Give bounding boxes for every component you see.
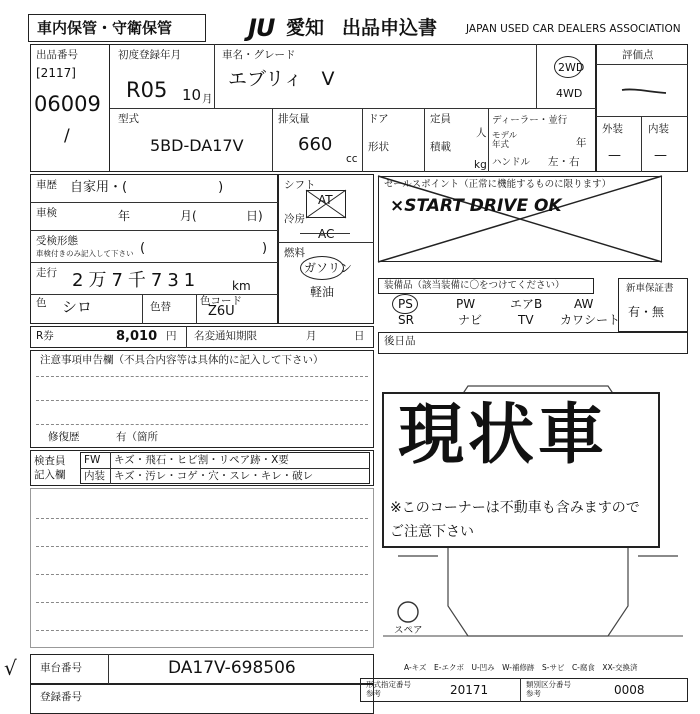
col-divider-1 xyxy=(214,44,215,108)
history-line-2 xyxy=(30,230,278,231)
rear-label: 後日品 xyxy=(384,335,416,347)
inspection-year: 年 xyxy=(118,209,131,223)
receipt-note: 車検付きのみ記入して下さい xyxy=(36,249,134,258)
lot-code: [2117] xyxy=(36,66,76,80)
displacement-label: 排気量 xyxy=(278,113,310,125)
shift-ac-strike xyxy=(300,233,350,234)
inspection-month: 月( xyxy=(180,209,197,223)
org-english: JAPAN USED CAR DEALERS ASSOCIATION xyxy=(466,23,681,35)
warranty-label: 新車保証書 xyxy=(626,283,674,294)
rating-label: 評価点 xyxy=(622,49,654,61)
inspector-label: 検査員 記入欄 xyxy=(34,455,66,481)
shift-ac: AC xyxy=(318,227,335,241)
warranty-value: 有・無 xyxy=(628,305,665,319)
shape-label: 形状 xyxy=(368,141,389,153)
col-divider-5 xyxy=(424,108,425,172)
top-row-divider xyxy=(110,108,596,109)
lower-dash-3 xyxy=(36,574,368,575)
mileage-unit: km xyxy=(232,279,251,293)
displacement-unit: cc xyxy=(346,153,358,165)
lower-dash-5 xyxy=(36,630,368,631)
spare-label: スペア xyxy=(394,625,423,636)
doors-label: ドア xyxy=(368,113,389,125)
model-year-label: モデル 年式 xyxy=(492,131,518,151)
cooler-label: 冷房 xyxy=(284,213,305,225)
transfer-day: 日 xyxy=(354,330,365,342)
displacement-value: 660 xyxy=(298,134,333,155)
exterior-value: — xyxy=(608,148,621,163)
mileage-label: 走行 xyxy=(36,267,57,279)
equip-pw: PW xyxy=(456,297,476,311)
storage-label: 車内保管・守衛保管 xyxy=(37,19,173,37)
color-code-label: 色コード xyxy=(200,295,242,307)
receipt-label: 受検形態 xyxy=(36,235,78,247)
car-name-value: エブリィ V xyxy=(228,68,335,90)
color-value: シロ xyxy=(62,298,93,316)
inspector-fw: FW xyxy=(84,454,101,466)
repair-label: 修復歴 xyxy=(48,431,80,443)
selling-point-cross xyxy=(378,176,662,262)
transfer-month: 月 xyxy=(306,330,317,342)
interior-label: 内装 xyxy=(648,123,669,135)
chassis-check: √ xyxy=(4,656,17,680)
drive-2wd: 2WD xyxy=(558,61,585,74)
inspector-fw-items: キズ・飛石・ヒビ割・リペア跡・X要 xyxy=(114,454,289,466)
selling-point-label: セールスポイント（正常に機能するものに限ります） xyxy=(384,179,612,190)
rating-col-line xyxy=(641,116,642,172)
rating-dash xyxy=(620,84,670,96)
handle-label: ハンドル xyxy=(492,157,531,168)
equip-tv: TV xyxy=(518,313,534,327)
equip-sr: SR xyxy=(398,313,414,327)
color-code-value: Z6U xyxy=(208,304,235,319)
fuel-gasoline: ガソリン xyxy=(304,261,353,275)
receipt-paren: ( xyxy=(140,241,146,256)
mileage-value: 2万7千731 xyxy=(72,270,201,291)
inspector-grid-mid xyxy=(80,468,370,469)
drive-4wd: 4WD xyxy=(556,87,583,100)
storage-label-box xyxy=(28,14,206,42)
reg-label: 登録番号 xyxy=(40,691,82,703)
car-name-label: 車名・グレード xyxy=(222,49,296,61)
recycle-label: R券 xyxy=(36,330,54,342)
notes-dash-1 xyxy=(36,376,368,377)
form-type-divider xyxy=(520,678,521,702)
logo-text: JU xyxy=(248,14,275,42)
handle-value: 左・右 xyxy=(548,156,580,168)
model-year-unit: 年 xyxy=(576,137,587,149)
history-line-3 xyxy=(30,262,278,263)
load-label: 積載 xyxy=(430,141,451,153)
col-divider-3 xyxy=(272,108,273,172)
color-divider-2 xyxy=(196,294,197,324)
usage-label: 車歴 xyxy=(36,179,57,191)
ju-logo xyxy=(248,14,274,42)
rating-mid-line xyxy=(596,64,688,65)
equipment-label: 装備品（該当装備に〇をつけてください） xyxy=(384,280,565,291)
transfer-label: 名変通知期限 xyxy=(194,330,257,342)
load-unit: kg xyxy=(474,159,487,171)
recycle-value: 8,010 xyxy=(116,329,158,344)
category-value: 0008 xyxy=(614,683,645,697)
inspection-label: 車検 xyxy=(36,207,57,219)
model-value: 5BD-DA17V xyxy=(150,136,244,155)
equip-ps: PS xyxy=(398,297,413,311)
exterior-label: 外装 xyxy=(602,123,623,135)
form-type-value: 20171 xyxy=(450,683,489,697)
chassis-label: 車台番号 xyxy=(40,662,82,674)
selling-point-handwritten: ×START DRIVE OK xyxy=(390,196,562,216)
first-reg-month-unit: 月 xyxy=(202,93,213,105)
damage-legend: A-キズ E-エクボ U-凹み W-補修跡 S-サビ C-腐食 XX-交換済 xyxy=(404,663,638,672)
interior-value: — xyxy=(654,148,667,163)
chassis-value: DA17V-698506 xyxy=(168,658,296,678)
equip-seat: カワシート xyxy=(560,313,621,327)
chassis-divider xyxy=(108,654,109,684)
lot-number: 06009 xyxy=(34,92,101,116)
rating-row-line xyxy=(596,116,688,117)
receipt-paren-close: ) xyxy=(262,241,268,256)
stamp-title: 現状車 xyxy=(398,396,608,473)
inspector-in: 内装 xyxy=(84,470,105,482)
color-change-label: 色替 xyxy=(150,301,171,313)
capacity-unit: 人 xyxy=(476,127,487,139)
lot-mark: / xyxy=(64,126,70,146)
notes-label: 注意事項申告欄（不具合内容等は具体的に記入して下さい） xyxy=(40,354,324,366)
org-name: 愛知 xyxy=(286,17,325,39)
repair-value: 有（箇所 xyxy=(116,431,158,443)
notes-dash-2 xyxy=(36,400,368,401)
recycle-unit: 円 xyxy=(166,330,177,342)
stamp-note: ※このコーナーは不動車も含みますのでご注意下さい xyxy=(390,500,640,540)
shift-at: AT xyxy=(318,193,333,207)
lower-dash-1 xyxy=(36,518,368,519)
shift-line xyxy=(278,242,374,243)
form-type-label: 形式指定番号 参考 xyxy=(366,680,411,698)
history-line-1 xyxy=(30,202,278,203)
col-divider-2 xyxy=(536,44,537,108)
equip-airbag: エアB xyxy=(510,297,543,311)
notes-dash-3 xyxy=(36,424,368,425)
col-divider-4 xyxy=(362,108,363,172)
fuel-label: 燃料 xyxy=(284,247,305,259)
capacity-label: 定員 xyxy=(430,113,451,125)
inspector-in-items: キズ・汚レ・コゲ・穴・スレ・キレ・破レ xyxy=(114,470,314,482)
equip-navi: ナビ xyxy=(458,313,483,327)
lot-label: 出品番号 xyxy=(36,49,78,61)
form-title: 出品申込書 xyxy=(342,17,438,39)
equip-aw: AW xyxy=(574,297,594,311)
recycle-divider xyxy=(186,326,187,348)
usage-value: 自家用・( ) xyxy=(70,180,224,195)
color-label: 色 xyxy=(36,297,47,309)
first-reg-year: R05 xyxy=(126,78,168,102)
shift-label: シフト xyxy=(284,179,316,191)
dealer-label: ディーラー・並行 xyxy=(492,115,568,126)
lower-dash-2 xyxy=(36,546,368,547)
inspection-day: 日) xyxy=(246,209,263,223)
lower-left-area xyxy=(30,488,374,648)
lower-dash-4 xyxy=(36,602,368,603)
inspector-grid-col xyxy=(110,452,111,484)
color-divider-1 xyxy=(142,294,143,324)
first-reg-label: 初度登録年月 xyxy=(118,49,181,61)
fuel-diesel: 軽油 xyxy=(310,285,335,299)
first-reg-month: 10 xyxy=(182,86,202,104)
rear-box xyxy=(378,332,688,354)
category-label: 類別区分番号 参考 xyxy=(526,680,571,698)
spare-icon xyxy=(396,600,420,624)
col-divider-6 xyxy=(488,108,489,172)
model-label: 型式 xyxy=(118,113,139,125)
